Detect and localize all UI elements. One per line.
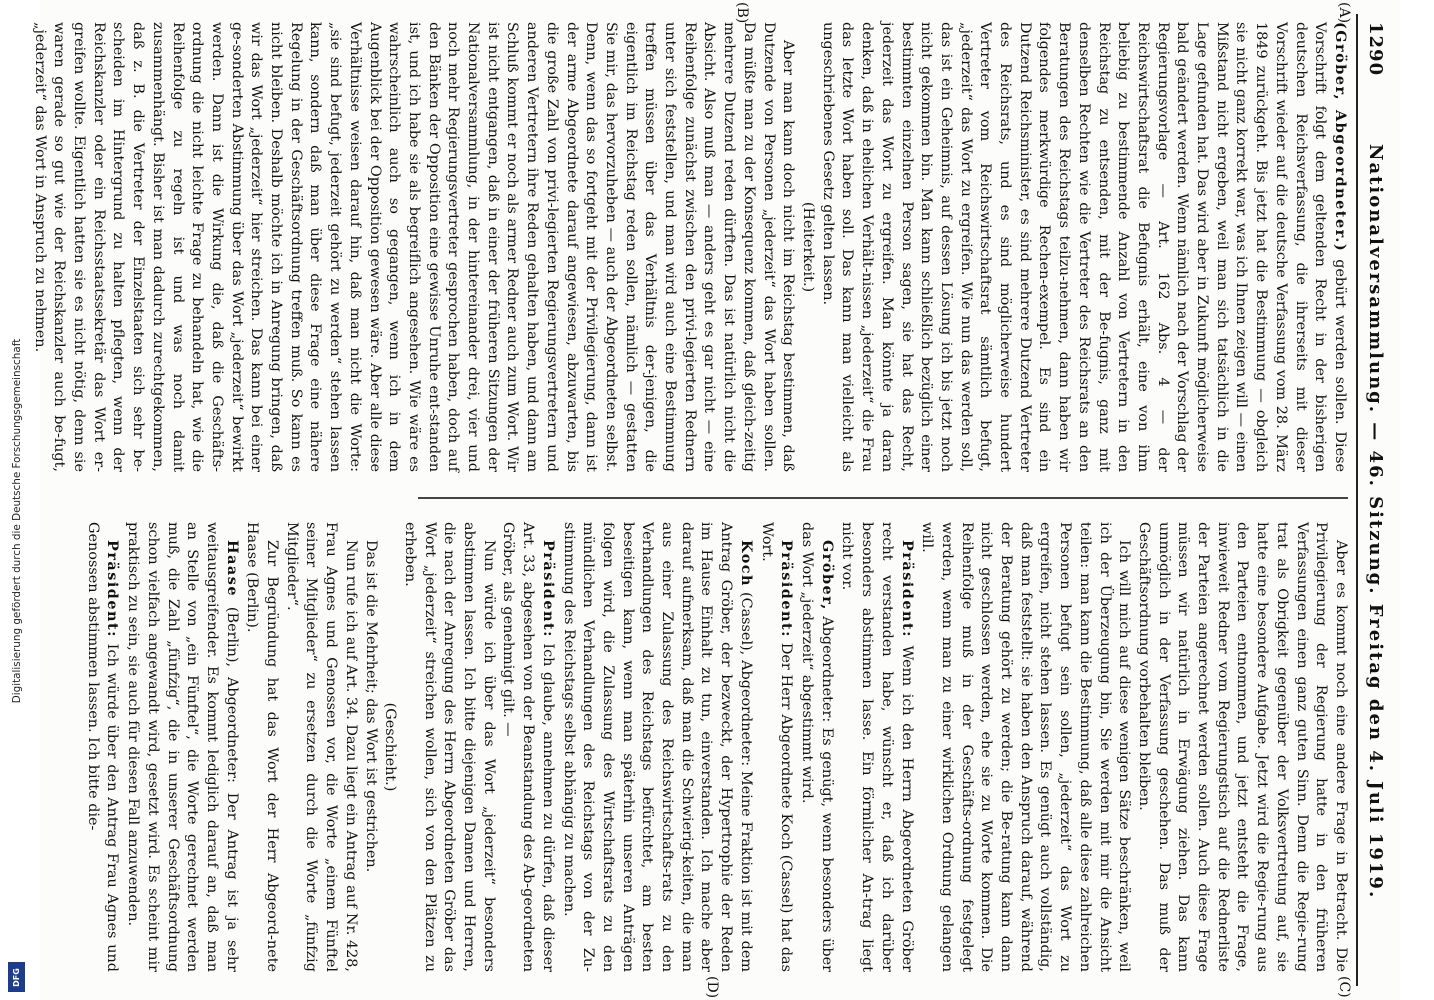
speaker-name: (Gröber, Abgeordneter.): [1332, 22, 1349, 253]
margin-mark-c: (C): [1336, 976, 1352, 998]
paragraph: Nun würde ich über das Wort „jederzeit“ besonders abstimmen lassen. Ich bitte diejenigen Damen und Herren, die nach der Anregung des Herrn Abgeordneten Gröber das Wort „jederzeit“ streichen wollen, sich von den Plätzen zu erheben.: [401, 522, 497, 972]
margin-mark-b: (B): [734, 2, 750, 24]
paragraph: Ich will mich auf diese wenigen Sätze beschränken, weil ich der Überzeugung bin, Sie werden mit mir die Ansicht teilen: man kann die Bestimmung, daß alle diese zahlreichen Personen befugt sein sollen, „jederzeit“ das Wort zu ergreifen, nicht stehen lassen. Es genügt auch vollständig, daß man feststellt: sie haben den Anspruch darauf, während der Beratung gehört zu werden; die Be-ratung kann dann nicht geschlossen werden, ehe sie zu Worte kommen. Die Reihenfolge muß in der Geschäfts-ordnung festgelegt werden, wenn man zu einer wirklichen Ordnung gelangen will.: [919, 522, 1133, 972]
speech-text: Ich glaube, annehmen zu dürfen, daß dieser Art. 33, abgesehen von der Beanstandung des Ab-geordneten Gröber, als genehmigt gilt. —: [500, 522, 556, 973]
digitization-credit: [2, 0, 32, 1000]
right-column: [82, 522, 1350, 972]
speech: [558, 522, 756, 972]
page-number: 1290: [1365, 22, 1386, 77]
margin-mark-d: (D): [704, 976, 720, 999]
speaker-name: Haase: [223, 540, 241, 598]
speech-text: Wenn ich den Herrn Abgeordneten Gröber recht verstanden habe, wünscht er, daß ich darüber besonders abstimmen lasse. Ein förmlicher An-trag liegt nicht vor.: [839, 522, 915, 972]
paragraph: Aber man kann doch nicht im Reichstag bestimmen, daß Dutzende von Personen „jederzeit“ das Wort haben sollen. Da müßte man zu der Konsequenz kommen, daß gleich-zeitig mehrere Dutzend reden dürften. Das ist natürlich nicht die Absicht. Also muß man — anders geht es gar nicht — eine Reihenfolge zunächst zwischen den privi-legierten Rednern unter sich feststellen, und man wird auch eine Bestimmung treffen müssen über das Verhältnis der-jenigen, die eigentlich im Reichstag reden sollen, nämlich — gestatten Sie mir, das hervorzuheben — auch der Abgeordneten selbst. Denn, wenn das so fortgeht mit der Privilegierung, dann ist der arme Abgeordnete darauf angewiesen, abzuwarten, bis die große Zahl von privi-legierten Regierungsvertretern und anderen Vertretern ihre Reden gehalten haben, und dann am Schluß kommt er noch als armer Redner auch zum Wort. Wir ist nicht entgangen, daß in einer der früheren Sitzungen der Nationalversammlung, in der hintereinander drei, vier und noch mehr Regierungsvertreter gesprochen haben, doch auf den Bänken der Opposition eine gewisse Unruhe ent-standen ist, und ich habe sie als begreiflich angesehen. Wie wäre es wahrscheinlich auch so gegangen, wenn ich in dem Augenblick bei der Opposition gewesen wäre. Aber alle diese Verhältnisse weisen darauf hin, daß man nicht die Worte: „sie sind befugt, jederzeit gehört zu werden“ stehen lassen kann, sondern daß man über diese Frage eine nähere Regelung in der Geschäftsordnung treffen muß. So kann es nicht bleiben. Deshalb möchte ich in Anregung bringen, daß wir das Wort „jederzeit“ hier streichen. Das kann bei einer ge-sonderten Abstimmung über das Wort „jederzeit“ bewirkt werden. Dann ist die Wirkung die, daß die Geschäfts-ordnung die nicht leichte Frage zu behandeln hat, wie die Reihenfolge zu regeln ist und was noch damit zusammenhängt. Bisher ist man dadurch zurechtgekommen, daß z. B. die Vertreter der Einzelstaaten sich sehr be-scheiden im Hintergrund zu halten pflegten, wenn der Reichskanzler oder ein Reichsstaatssekretär das Wort er-greifen wollte. Eigentlich hatten sie es nicht nötig, denn sie waren gerade so gut wie der Reichskanzler auch be-fugt, „jederzeit“ das Wort in Anspruch zu nehmen.: [31, 22, 797, 472]
page-title: Nationalversammlung. — 46. Sitzung. Freitag den 4. Juli 1919.: [1365, 144, 1386, 900]
speaker-name: Präsident:: [778, 540, 796, 638]
header-rule: [1356, 14, 1358, 986]
dfg-logo: [8, 962, 25, 992]
speech: [122, 522, 241, 972]
speech-text: (Berlin), Abgeordneter: Der Antrag ist ja sehr weitausgreifender. Es kommt lediglich darauf an, daß man an Stelle von „ein Fünftel“, die Worte gerechnet werden muß, die Zahl „fünfzig“, die in unserer Geschäftsordnung schon vielfach angewandt wird, gesetzt wird. Es scheint mir praktisch zu sein, sie auch für diesen Fall anzuwenden.: [125, 522, 240, 972]
speech: [498, 522, 558, 972]
paragraph: Aber es kommt noch eine andere Frage in Betracht. Die Privilegierung der Regierung hatte in den früheren Verfassungen einen ganz guten Sinn. Denn die Regie-rung trat als Obrigkeit gegenüber der Volksvertretung auf, sie hatte eine besondere Aufgabe. Jetzt wird die Regie-rung aus den Parteien entnommen, und jetzt entsteht die Frage, inwieweit Redner vom Regierungstisch auf die Rednerliste der Parteien angerechnet werden sollen. Auch diese Frage müssen wir natürlich in Erwägung ziehen. Das kann unmöglich in der Verfassung geschehen. Das muß der Geschäftsordnung vorbehalten bleiben.: [1135, 522, 1349, 972]
speech: [796, 522, 836, 972]
paragraph: Nun rufe ich auf Art. 34. Dazu liegt ein Antrag auf Nr. 428, Frau Agnes und Genossen vor, die Worte „einem Fünftel seiner Mitglieder“ zu ersetzen durch die Worte „fünfzig Mitglieder“.: [283, 522, 359, 972]
speech: [837, 522, 917, 972]
paragraph: [817, 22, 1350, 472]
speaker-name: Präsident:: [898, 540, 916, 638]
left-column: [29, 22, 1350, 472]
page-content: [31, 0, 1400, 1000]
credit-text: Digitalisierung gefördert durch die Deutsche Forschungsgemeinschaft: [11, 338, 23, 704]
paragraph: Zur Begründung hat das Wort der Herr Abgeord-nete Haase (Berlin).: [244, 522, 281, 972]
speaker-name: Gröber,: [818, 540, 836, 611]
paragraph: Das ist die Mehrheit; das Wort ist gestrichen.: [362, 540, 379, 873]
speech-text: Der Herr Abgeordnete Koch (Cassel) hat das Wort.: [758, 522, 795, 973]
interjection: (Geschieht.): [382, 702, 399, 792]
column-separator: [418, 497, 1348, 499]
speech-text: Abgeordneter: Es genügt, wenn besonders über das Wort „jederzeit“ abgestimmt wird.: [799, 522, 835, 972]
speech: [756, 522, 796, 972]
speech-text: Ich würde über den Antrag Frau Agnes und Genossen abstimmen lassen. Ich bitte die-: [84, 522, 121, 973]
speaker-name: Präsident:: [104, 540, 122, 638]
speech: [82, 522, 122, 972]
scanned-page: [31, 0, 1400, 1000]
logo-text: DFG: [12, 967, 22, 987]
speech-text: (Cassel), Abgeordneter: Meine Fraktion ist mit dem Antrag Gröber, der bezweckt, der Hypertrophie der Reden im Hause Einhalt zu tun, einverstanden. Ich mache aber darauf aufmerksam, daß man die Schwierig-keiten, die man aus einer Zulassung des Reichswirtschafts-rats zu den Verhandlungen des Reichstags befürchtet, am besten beseitigen kann, wenn man späterhin unseren Anträgen folgen wird, die Zulassung des Wirtschaftsrats zu den mündlichen Verhandlungen des Reichstags von der Zu-stimmung des Reichstags selbst abhängig zu machen.: [560, 522, 754, 972]
interjection: (Heiterkeit.): [800, 201, 817, 293]
paragraph-text: gebürt werden sollen. Diese Vorschrift folgt dem geltenden Recht in der bisherigen deutschen Reichsverfassung, die ihrerseits mit dieser Vorschrift wieder auf die deutsche Verfassung vom 28. März 1849 zurückgeht. Bis jetzt hat die Bestimmung — obgleich sie nicht ganz korrekt war, was ich Ihnen zeigen will — einen Mißstand nicht ergeben, weil man sich tatsächlich in die Lage gefunden hat. Das wird aber in Zukunft möglicherweise bald geändert werden. Wenn nämlich nach der Vorschlag der Regierungsvorlage — Art. 162 Abs. 4 — der Reichswirtschaftsrat die Befugnis erhält, eine von ihm beliebig zu bestimmende Anzahl von Vertretern in den Reichstag zu entsenden, mit der Be-fugnis, ganz mit denselben Rechten wie die Vertreter des Reichsrats an den Beratungen des Reichstags teilzu-nehmen, dann haben wir folgendes merkwürdige Rechen-exempel. Es sind ein Dutzend Reichsminister, es sind mehrere Dutzend Vertreter des Reichsrats, und es sind möglicherweise hundert Vertreter vom Reichswirtschaftsrat sämtlich befugt, „jederzeit“ das Wort zu ergreifen. Wie nun das werden soll, das ist ein Geheimnis, auf dessen Lösung ich bis jetzt noch nicht gekommen bin. Man kann schließlich bezüglich einer bestimmten einzelnen Person sagen, sie hat das Recht, jederzeit das Wort zu ergreifen. Man könnte ja daran denken, daß in ehelichen Verhält-nissen „jederzeit“ die Frau das letzte Wort haben soll. Das kann man vielleicht als ungeschriebenes Gesetz gelten lassen.: [819, 22, 1348, 472]
margin-mark-a: (A): [1336, 2, 1352, 24]
speaker-name: Präsident:: [539, 540, 557, 638]
speaker-name: Koch: [737, 540, 755, 588]
